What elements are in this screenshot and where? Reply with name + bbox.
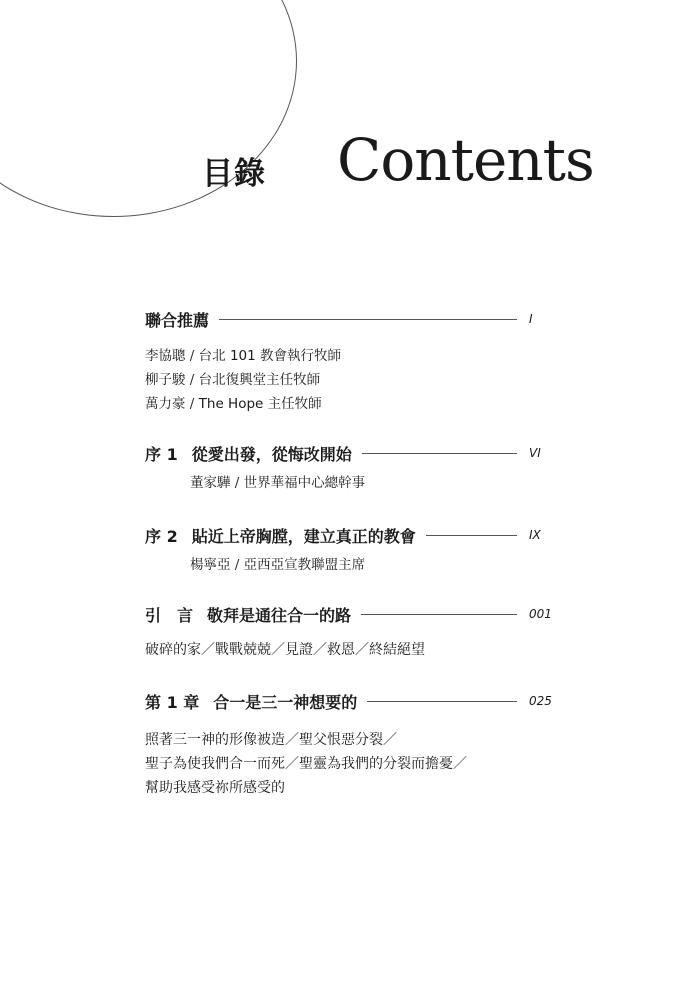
- toc-page-number: 001: [529, 607, 552, 621]
- toc-entry-title: 合一是三一神想要的: [213, 692, 358, 712]
- leader-line: [362, 453, 517, 454]
- toc-entry-preface-2[interactable]: [145, 524, 555, 546]
- toc-page-number: I: [529, 312, 533, 326]
- toc-page-number: 025: [529, 694, 552, 708]
- endorser-role: 台北復興堂主任牧師: [198, 372, 321, 388]
- toc-entry-label: 序 2: [145, 526, 178, 546]
- leader-line: [367, 701, 517, 702]
- toc-entry-title: 敬拜是通往合一的路: [207, 605, 352, 625]
- leader-line: [361, 614, 517, 615]
- endorser-name: 萬力豪: [145, 396, 186, 412]
- page-title-chinese: 目錄: [202, 156, 266, 192]
- toc-entry-label: 第 1 章: [145, 692, 200, 712]
- toc-entry-label: 聯合推薦: [145, 310, 210, 330]
- separator: /: [189, 396, 195, 412]
- section-summary: 破碎的家／戰戰兢兢／見證／救恩／終結絕望: [145, 642, 425, 658]
- endorser-name: 柳子駿: [145, 372, 186, 388]
- endorser-line: [145, 346, 341, 367]
- author-line: [190, 555, 365, 576]
- author-line: [190, 473, 365, 494]
- toc-page-number: IX: [529, 528, 541, 542]
- endorser-role: 台北 101 教會執行牧師: [198, 348, 342, 364]
- section-summary: 聖子為使我們合一而死／聖靈為我們的分裂而擔憂／: [145, 756, 467, 772]
- toc-entry-title: 貼近上帝胸膛，建立真正的教會: [191, 526, 416, 546]
- separator: /: [234, 475, 240, 491]
- separator: /: [189, 372, 195, 388]
- leader-line: [219, 319, 517, 320]
- separator: /: [189, 348, 195, 364]
- section-summary: 照著三一神的形像被造／聖父恨惡分裂／: [145, 732, 397, 748]
- toc-entry-endorsements[interactable]: [145, 308, 555, 330]
- toc-entry-label: 引 言: [145, 605, 194, 625]
- page-title-english: Contents: [337, 126, 594, 194]
- toc-entry-label: 序 1: [145, 444, 178, 464]
- author-role: 世界華福中心總幹事: [243, 475, 366, 491]
- author-name: 董家驊: [190, 475, 231, 491]
- toc-entry-chapter-1[interactable]: [145, 690, 555, 712]
- author-name: 楊寧亞: [190, 557, 231, 573]
- endorser-line: [145, 370, 320, 391]
- leader-line: [426, 535, 517, 536]
- toc-entry-preface-1[interactable]: [145, 442, 555, 464]
- endorser-line: [145, 394, 322, 415]
- endorser-role: The Hope 主任牧師: [198, 396, 322, 412]
- separator: /: [234, 557, 240, 573]
- toc-page-number: VI: [529, 446, 541, 460]
- endorser-name: 李協聰: [145, 348, 186, 364]
- author-role: 亞西亞宣教聯盟主席: [243, 557, 366, 573]
- toc-entry-title: 從愛出發，從悔改開始: [191, 444, 352, 464]
- section-summary: 幫助我感受祢所感受的: [145, 780, 285, 796]
- toc-entry-introduction[interactable]: [145, 603, 555, 625]
